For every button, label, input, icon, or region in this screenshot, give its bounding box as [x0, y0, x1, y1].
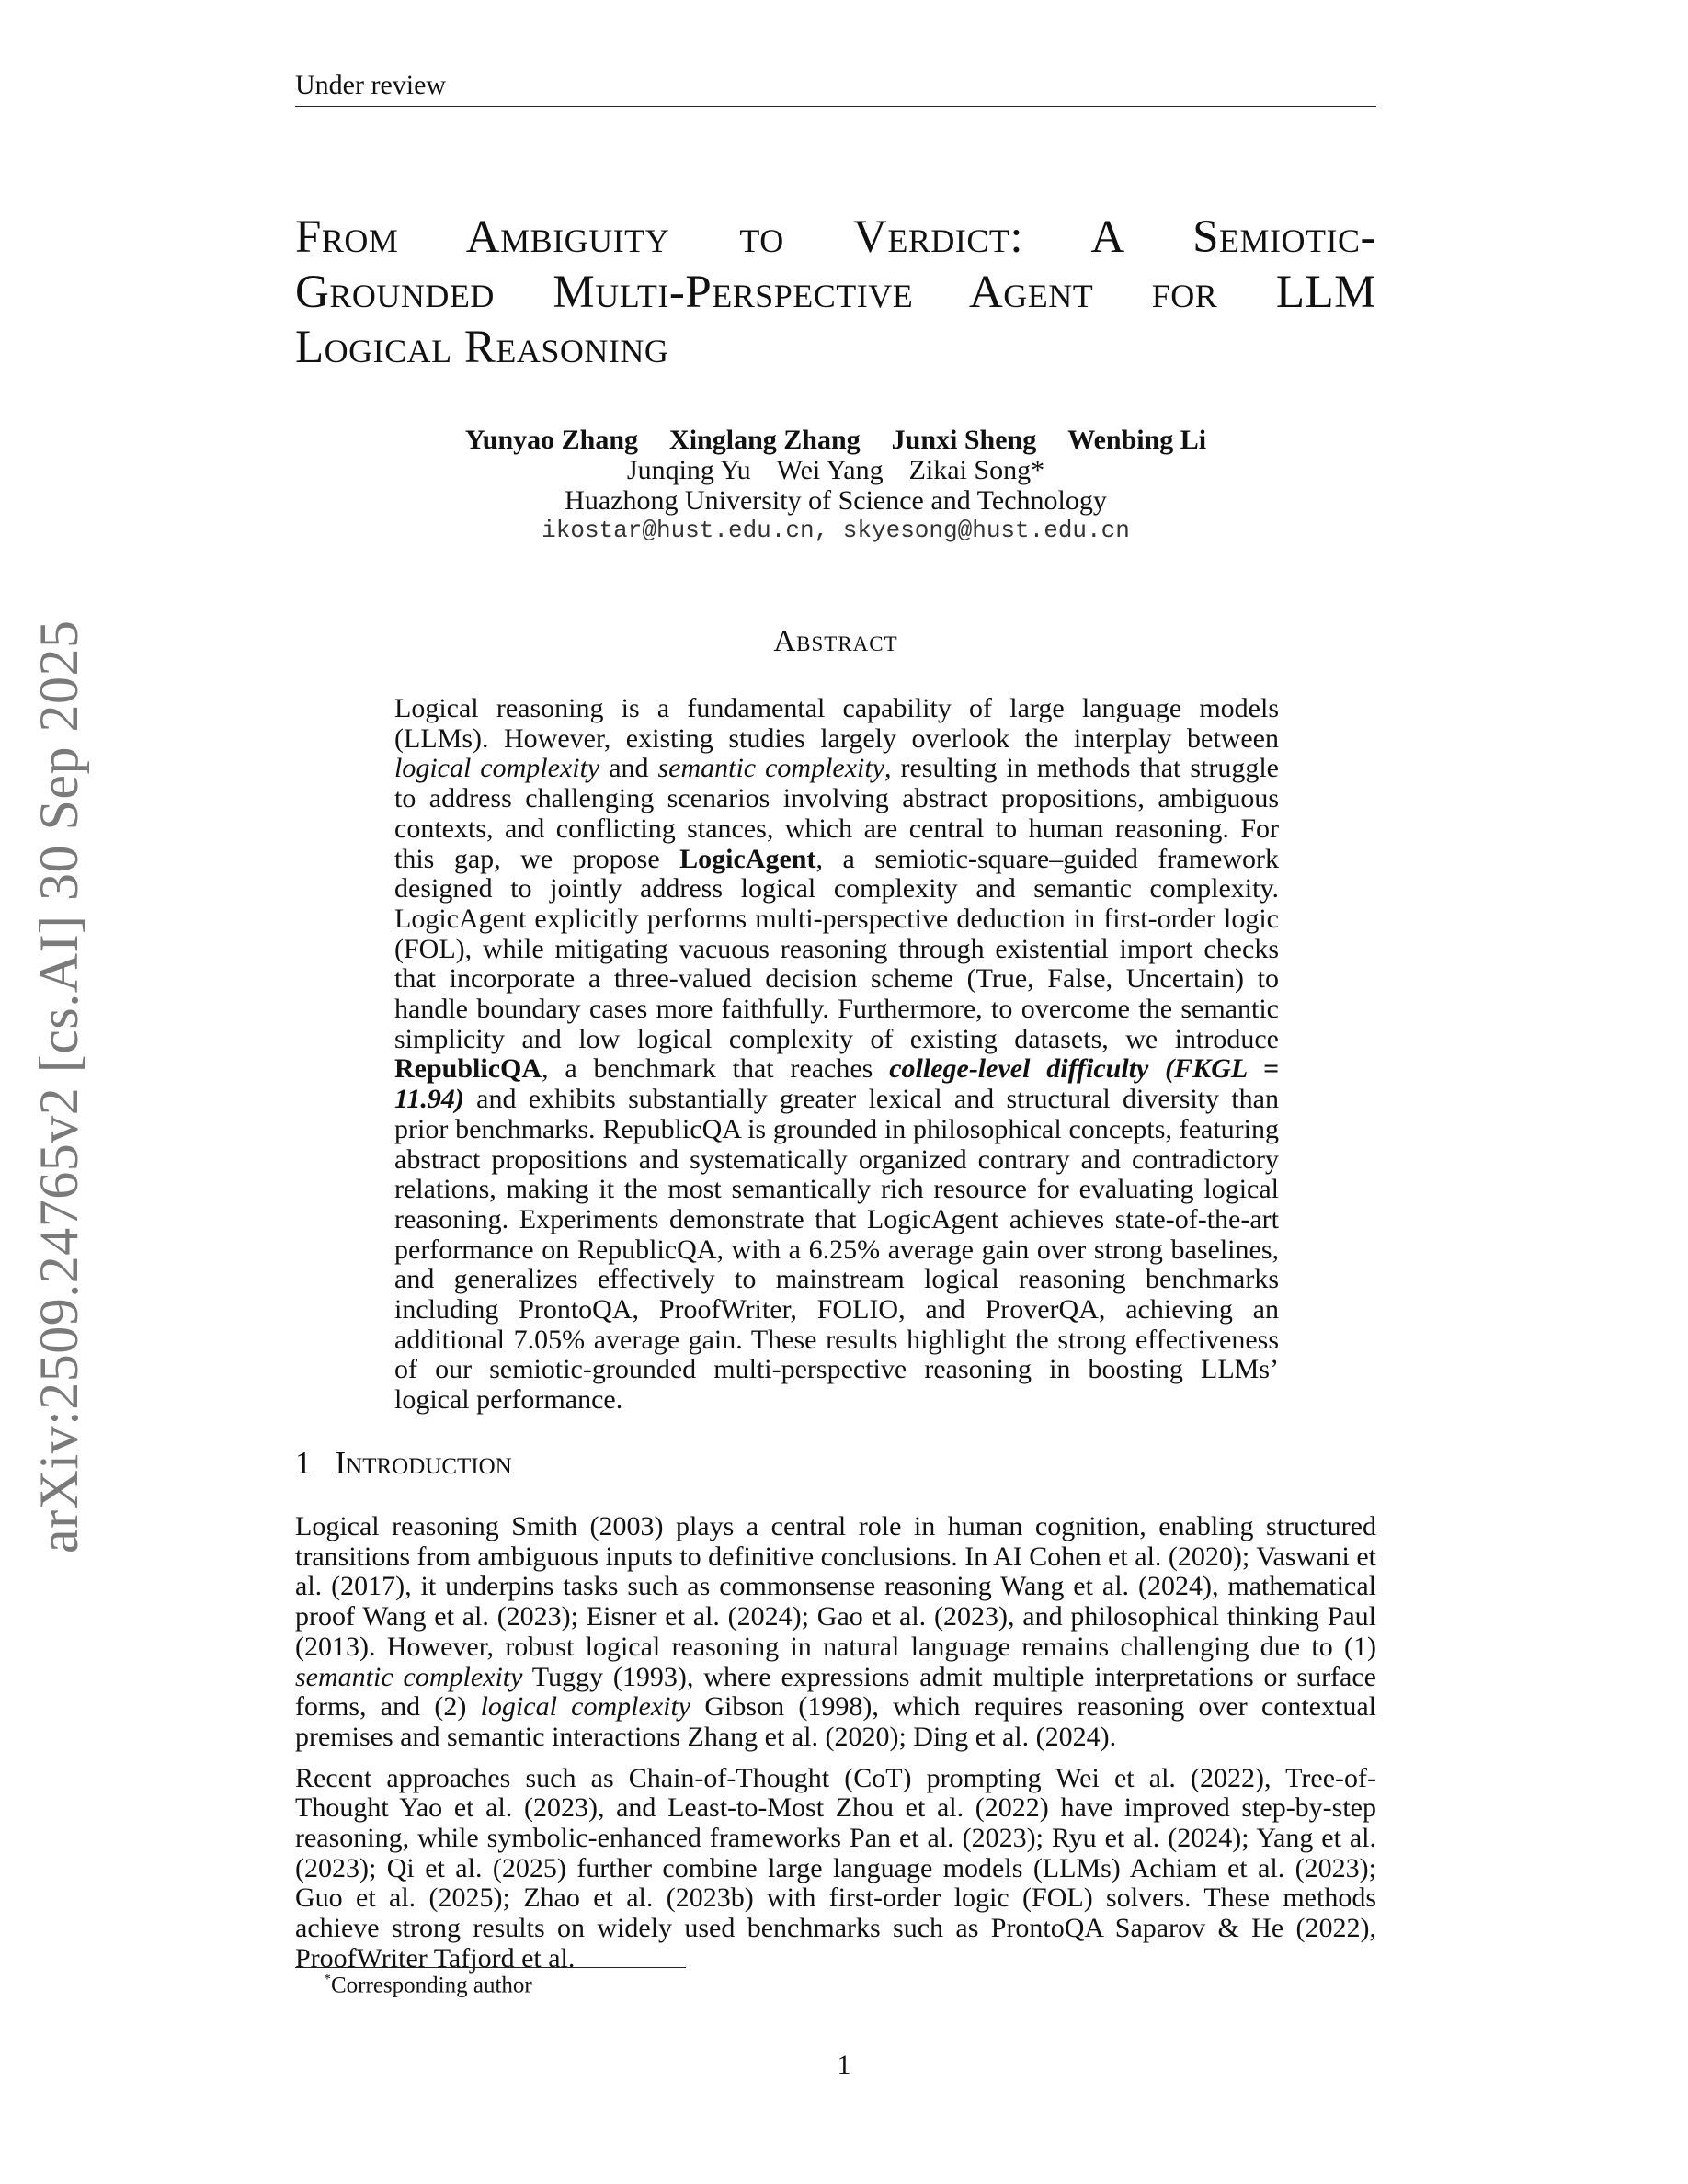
author-block — [295, 425, 1376, 546]
text-run: Logical reasoning is a fundamental capability of large language models (LLMs). However, existing studies largely overlook the interplay between — [394, 693, 1279, 754]
emphasis-text: semantic complexity — [657, 753, 885, 784]
title-line: Logical Reasoning — [295, 322, 669, 373]
emphasis-text: RepublicQA — [394, 1053, 542, 1085]
emphasis-text: logical complexity — [394, 753, 600, 784]
footnote-rule — [295, 1967, 686, 1968]
section-title: Introduction — [335, 1445, 512, 1481]
page-number: 1 — [837, 2050, 851, 2080]
footnote — [324, 1972, 532, 1998]
header-rule — [295, 106, 1376, 107]
abstract-text — [394, 694, 1279, 1416]
text-run: Gibson (1998), which requires reasoning over contextual premises and semantic interactions Zhang et al. (2020); Ding et al. (2024). — [295, 1691, 1376, 1752]
section-heading-introduction — [295, 1445, 512, 1482]
author-emails[interactable]: ikostar@hust.edu.cn, skyesong@hust.edu.cn — [542, 517, 1130, 544]
paragraph — [295, 1512, 1376, 1753]
emphasis-text: semantic complexity — [295, 1661, 523, 1692]
arxiv-stamp: arXiv:2509.24765v2 [cs.AI] 30 Sep 2025 — [29, 620, 89, 1553]
paper-title — [295, 210, 1376, 375]
footnote-text: Corresponding author — [331, 1973, 532, 1998]
author-name: Wei Yang — [776, 455, 884, 485]
authors-row — [295, 425, 1376, 455]
text-run: and exhibits substantially greater lexical and structural diversity than prior benchmarks. RepublicQA is grounded in philosophical concepts, featuring abstract propositions and systematically organized contrary and contradictory relations, making it the most semantically rich resource for evaluating logical reasoning. Experiments demonstrate that LogicAgent achieves state-of-the-art performance on RepublicQA, with a 6.25% average gain over strong baselines, and generalizes effectively to mainstream logical reasoning benchmarks including ProntoQA, ProofWriter, FOLIO, and ProverQA, achieving an additional 7.05% average gain. These results highlight the strong effectiveness of our semiotic-grounded multi-perspective reasoning in boosting LLMs’ logical performance. — [394, 1084, 1279, 1416]
paragraph — [295, 1764, 1376, 1974]
running-header: Under review — [295, 70, 447, 100]
text-run: and — [599, 753, 658, 784]
author-name: Junqing Yu — [626, 455, 751, 485]
title-line: From Ambiguity to Verdict: A Semiotic- — [295, 211, 1376, 263]
author-name: Yunyao Zhang — [464, 425, 639, 455]
emphasis-text: college-level difficulty (FKGL = 11.94) — [394, 1053, 1279, 1115]
author-name: Wenbing Li — [1067, 425, 1207, 455]
text-run: Logical reasoning Smith (2003) plays a central role in human cognition, enabling structured transitions from ambiguous inputs to definitive conclusions. In AI Cohen et al. (2020); Vaswani et al. (2017), it underpins tasks such as commonsense reasoning Wang et al. (2024), mathematical proof Wang et al. (2023); Eisner et al. (2024); Gao et al. (2023), and philosophical thinking Paul (2013). However, robust logical reasoning in natural language remains challenging due to (1) — [295, 1511, 1376, 1662]
abstract-heading: Abstract — [773, 625, 898, 658]
text-run: , a semiotic-square–guided framework designed to jointly address logical complexity and semantic complexity. LogicAgent explicitly performs multi-perspective deduction in first-order logic (FOL), while mitigating vacuous reasoning through existential import checks that incorporate a three-valued decision scheme (True, False, Uncertain) to handle boundary cases more faithfully. Furthermore, to overcome the semantic simplicity and low logical complexity of existing datasets, we introduce — [394, 843, 1280, 1054]
authors-row — [295, 455, 1376, 485]
emphasis-text: LogicAgent — [679, 843, 816, 874]
section-number: 1 — [295, 1445, 312, 1481]
footnote-mark: * — [324, 1972, 331, 1987]
affiliation: Huazhong University of Science and Technology — [565, 485, 1107, 516]
author-name: Xinglang Zhang — [669, 425, 861, 455]
text-run: Recent approaches such as Chain-of-Thought (CoT) prompting Wei et al. (2022), Tree-of-Thought Yao et al. (2023), and Least-to-Most Zhou et al. (2022) have improved step-by-step reasoning, while symbolic-enhanced frameworks Pan et al. (2023); Ryu et al. (2024); Yang et al. (2023); Qi et al. (2025) further combine large language models (LLMs) Achiam et al. (2023); Guo et al. (2025); Zhao et al. (2023b) with first-order logic (FOL) solvers. These methods achieve strong results on widely used benchmarks such as ProntoQA Saparov & He (2022), ProofWriter Tafjord et al. — [295, 1762, 1376, 1974]
text-run: , a benchmark that reaches — [542, 1053, 890, 1085]
author-name: Junxi Sheng — [891, 425, 1037, 455]
text-run: Tuggy (1993), where expressions admit multiple interpretations or surface forms, and (2) — [295, 1661, 1376, 1723]
introduction-body — [295, 1512, 1376, 1985]
author-name: Zikai Song* — [908, 455, 1045, 485]
title-line: Grounded Multi-Perspective Agent for LLM — [295, 267, 1376, 318]
text-run: , resulting in methods that struggle to address challenging scenarios involving abstract propositions, ambiguous contexts, and conflicting stances, which are central to human reasoning. For this gap, we propose — [394, 753, 1279, 874]
emphasis-text: logical complexity — [480, 1691, 691, 1723]
